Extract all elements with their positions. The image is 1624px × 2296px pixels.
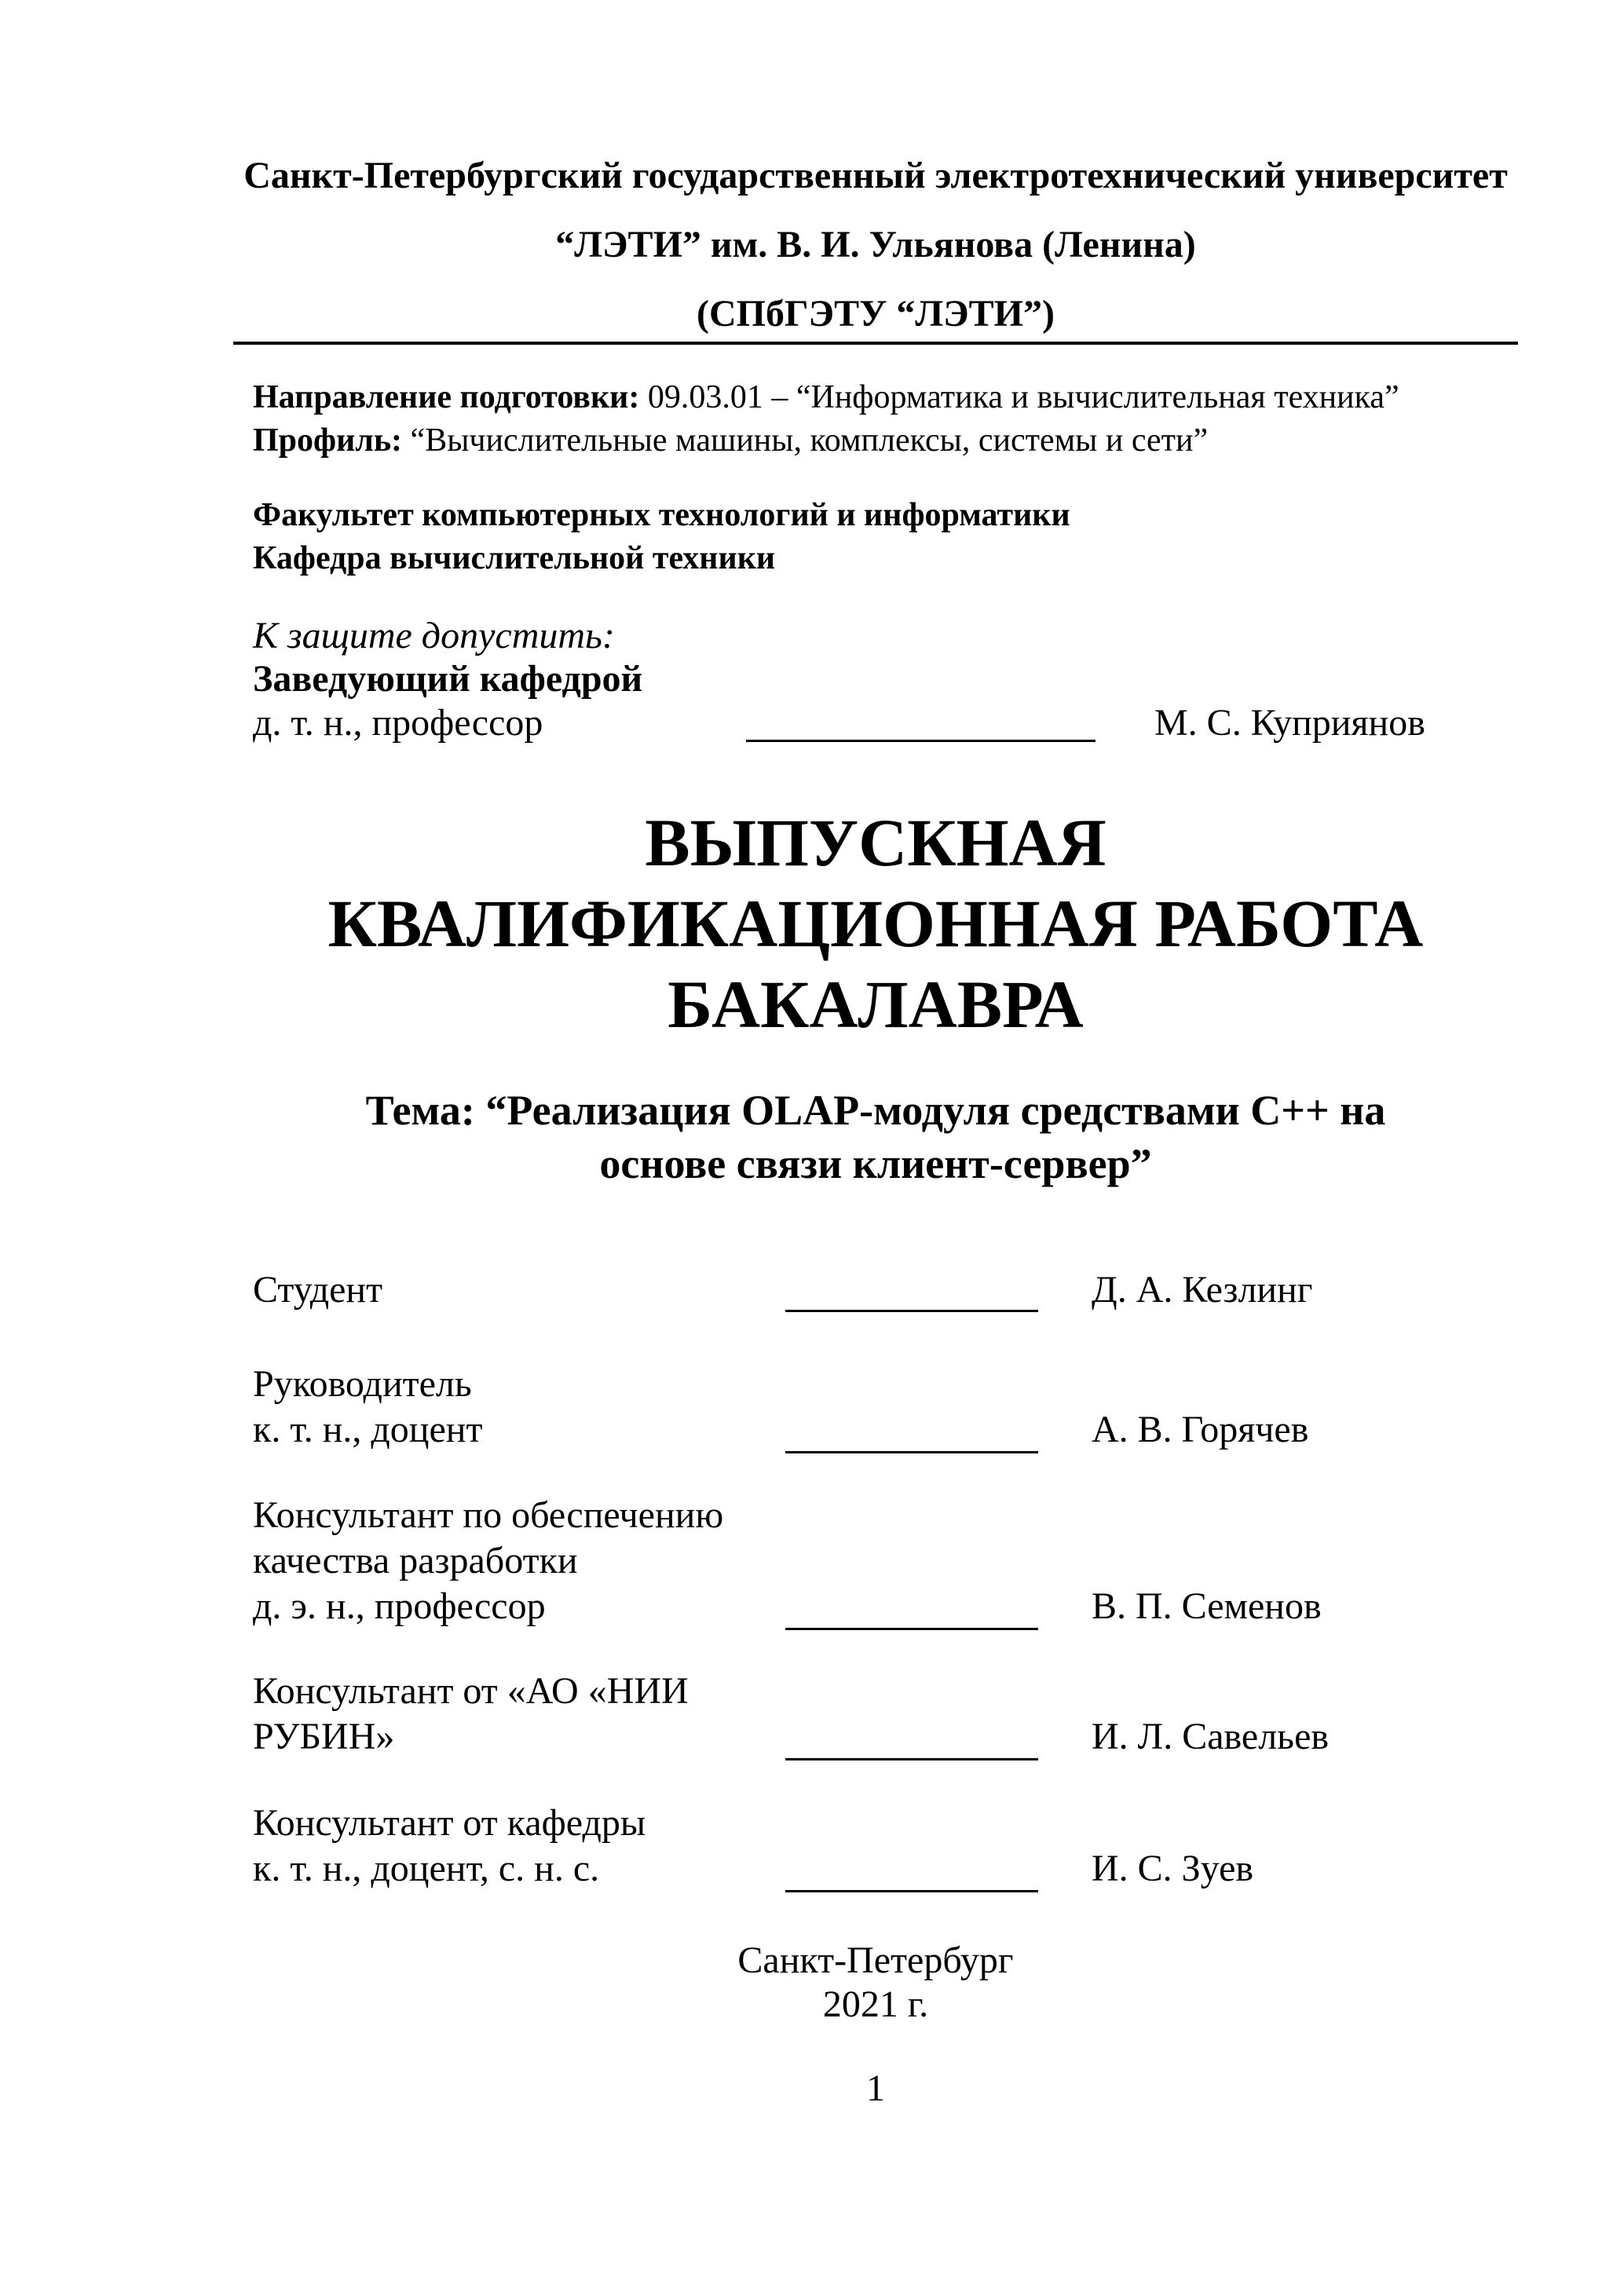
- signature-name: А. В. Горячев: [1092, 1409, 1309, 1450]
- signature-name: Д. А. Кезлинг: [1092, 1269, 1313, 1311]
- title-line-3: БАКАЛАВРА: [668, 967, 1084, 1042]
- head-signature-line: [746, 740, 1095, 742]
- university-name: Санкт-Петербургский государственный электротехнический университет: [243, 155, 1508, 196]
- signature-line: [785, 1310, 1038, 1312]
- title-line-2: КВАЛИФИКАЦИОННАЯ РАБОТА: [327, 886, 1424, 961]
- topic-line-2: основе связи клиент-сервер”: [599, 1140, 1152, 1187]
- faculty-line: Факультет компьютерных технологий и информатики: [253, 497, 1070, 533]
- direction-label: Направление подготовки:: [253, 379, 640, 415]
- signature-role: Студент: [253, 1269, 383, 1311]
- signature-role-degree: к. т. н., доцент, с. н. с.: [253, 1848, 600, 1889]
- signature-role: Консультант по обеспечению: [253, 1494, 724, 1536]
- header-divider: [233, 342, 1518, 345]
- head-position: Заведующий кафедрой: [253, 658, 643, 700]
- profile-value: “Вычислительные машины, комплексы, системы и сети”: [402, 422, 1209, 459]
- direction-value: 09.03.01 – “Информатика и вычислительная техника”: [639, 379, 1399, 415]
- signature-role: Консультант от кафедры: [253, 1802, 646, 1844]
- signature-role: Руководитель: [253, 1363, 472, 1405]
- head-degree: д. т. н., профессор: [253, 702, 543, 744]
- university-abbrev: (СПбГЭТУ “ЛЭТИ”): [697, 293, 1055, 335]
- signature-line: [785, 1758, 1038, 1760]
- page-number: 1: [866, 2067, 885, 2109]
- signature-role: Консультант от «АО «НИИ: [253, 1670, 689, 1712]
- signature-role: качества разработки: [253, 1540, 578, 1581]
- content-area: [233, 0, 1518, 2296]
- signature-role-degree: к. т. н., доцент: [253, 1409, 483, 1450]
- department-line: Кафедра вычислительной техники: [253, 540, 776, 576]
- signature-name: И. Л. Савельев: [1092, 1716, 1330, 1757]
- head-name: М. С. Куприянов: [1154, 702, 1425, 744]
- topic-line-1: Тема: “Реализация OLAP-модуля средствами C++ на: [365, 1087, 1386, 1134]
- signature-role-degree: д. э. н., профессор: [253, 1585, 546, 1627]
- signature-name: И. С. Зуев: [1092, 1848, 1254, 1889]
- signature-line: [785, 1890, 1038, 1892]
- signature-role: РУБИН»: [253, 1716, 395, 1757]
- university-name-leti: “ЛЭТИ” им. В. И. Ульянова (Ленина): [555, 224, 1196, 265]
- title-line-1: ВЫПУСКНАЯ: [645, 805, 1106, 880]
- signature-name: В. П. Семенов: [1092, 1585, 1322, 1627]
- footer-city: Санкт-Петербург: [737, 1940, 1014, 1981]
- profile-label: Профиль:: [253, 422, 403, 459]
- document-title: [233, 803, 1518, 1045]
- admit-note: К защите допустить:: [253, 615, 615, 656]
- signature-line: [785, 1451, 1038, 1453]
- signature-line: [785, 1628, 1038, 1630]
- topic-block: [233, 1084, 1518, 1190]
- profile-line: [253, 420, 1208, 461]
- footer-year: 2021 г.: [822, 1983, 929, 2025]
- direction-line: [253, 377, 1399, 418]
